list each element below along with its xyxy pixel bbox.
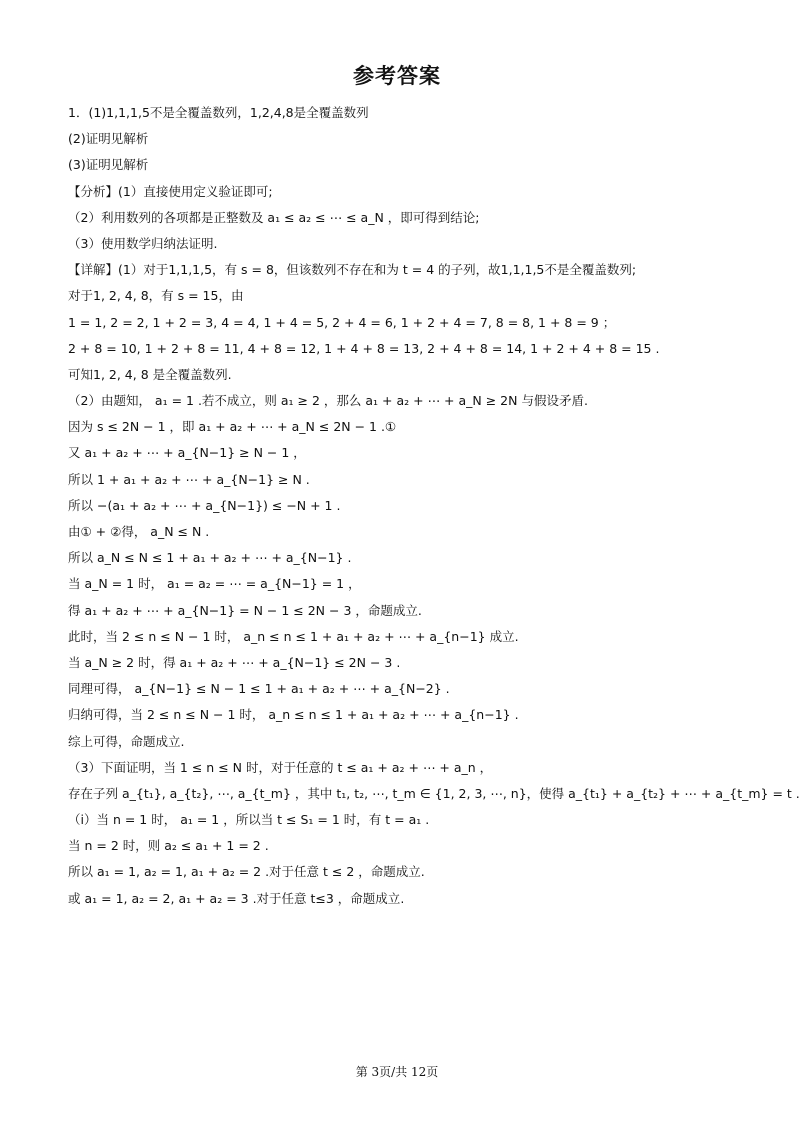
text-line: （2）利用数列的各项都是正整数及 a₁ ≤ a₂ ≤ ⋯ ≤ a_N ，即可得到结论; bbox=[68, 209, 480, 225]
text-line: （i）当 n = 1 时， a₁ = 1 ，所以当 t ≤ S₁ = 1 时，有 t = a₁ . bbox=[68, 812, 430, 828]
text-line: 又 a₁ + a₂ + ⋯ + a_{N−1} ≥ N − 1 ， bbox=[68, 445, 306, 461]
text-line: 所以 −(a₁ + a₂ + ⋯ + a_{N−1}) ≤ −N + 1 . bbox=[68, 497, 341, 513]
text-line: （3）下面证明，当 1 ≤ n ≤ N 时，对于任意的 t ≤ a₁ + a₂ + ⋯ + a_n ， bbox=[68, 759, 493, 775]
text-line: 2 + 8 = 10, 1 + 2 + 8 = 11, 4 + 8 = 12, 1 + 4 + 8 = 13, 2 + 4 + 8 = 14, 1 + 2 + 4 + 8 = 15 . bbox=[68, 340, 660, 356]
text-line: （3）使用数学归纳法证明. bbox=[68, 235, 218, 251]
text-line: 存在子列 a_{t₁}, a_{t₂}, ⋯, a_{t_m} ，其中 t₁, t₂, ⋯, t_m ∈ {1, 2, 3, ⋯, n}，使得 a_{t₁} + a_{t₂} + ⋯ + a_{t_m} = t . bbox=[68, 785, 800, 801]
answer-content bbox=[68, 100, 800, 912]
text-line: 所以 a_N ≤ N ≤ 1 + a₁ + a₂ + ⋯ + a_{N−1} . bbox=[68, 550, 352, 566]
text-line: 当 a_N = 1 时， a₁ = a₂ = ⋯ = a_{N−1} = 1 ， bbox=[68, 576, 361, 592]
text-line: 【详解】(1）对于1,1,1,5，有 s = 8，但该数列不存在和为 t = 4 的子列，故1,1,1,5不是全覆盖数列; bbox=[68, 262, 637, 278]
text-line: 此时，当 2 ≤ n ≤ N − 1 时， a_n ≤ n ≤ 1 + a₁ + a₂ + ⋯ + a_{n−1} 成立. bbox=[68, 628, 519, 644]
text-line: 或 a₁ = 1, a₂ = 2, a₁ + a₂ = 3 .对于任意 t≤3 ，命题成立. bbox=[68, 890, 405, 906]
text-line: 1．(1)1,1,1,5不是全覆盖数列，1,2,4,8是全覆盖数列 bbox=[68, 105, 369, 120]
text-line: 由① + ②得， a_N ≤ N . bbox=[68, 524, 210, 539]
text-line: (2)证明见解析 bbox=[68, 131, 149, 147]
text-line: 所以 a₁ = 1, a₂ = 1, a₁ + a₂ = 2 .对于任意 t ≤ 2 ，命题成立. bbox=[68, 864, 425, 880]
text-line: 可知1, 2, 4, 8 是全覆盖数列. bbox=[68, 366, 232, 382]
text-line: 当 n = 2 时，则 a₂ ≤ a₁ + 1 = 2 . bbox=[68, 838, 269, 854]
text-line: 综上可得，命题成立. bbox=[68, 733, 185, 749]
page-footer: 第 3页/共 12页 bbox=[355, 1065, 439, 1079]
text-line: 同理可得， a_{N−1} ≤ N − 1 ≤ 1 + a₁ + a₂ + ⋯ + a_{N−2} . bbox=[68, 681, 450, 697]
page-title: 参考答案 bbox=[353, 64, 441, 88]
text-line: 【分析】(1）直接使用定义验证即可; bbox=[68, 183, 273, 199]
text-line: （2）由题知， a₁ = 1 .若不成立，则 a₁ ≥ 2 ，那么 a₁ + a₂ + ⋯ + a_N ≥ 2N 与假设矛盾. bbox=[68, 393, 588, 409]
text-line: (3)证明见解析 bbox=[68, 157, 149, 173]
text-line: 所以 1 + a₁ + a₂ + ⋯ + a_{N−1} ≥ N . bbox=[68, 471, 310, 487]
text-line: 当 a_N ≥ 2 时，得 a₁ + a₂ + ⋯ + a_{N−1} ≤ 2N − 3 . bbox=[68, 654, 401, 670]
text-line: 归纳可得，当 2 ≤ n ≤ N − 1 时， a_n ≤ n ≤ 1 + a₁ + a₂ + ⋯ + a_{n−1} . bbox=[68, 707, 519, 723]
text-line: 1 = 1, 2 = 2, 1 + 2 = 3, 4 = 4, 1 + 4 = 5, 2 + 4 = 6, 1 + 2 + 4 = 7, 8 = 8, 1 + 8 = 9 ； bbox=[68, 314, 616, 330]
text-line: 因为 s ≤ 2N − 1 ，即 a₁ + a₂ + ⋯ + a_N ≤ 2N − 1 .① bbox=[68, 419, 397, 435]
text-line: 对于1, 2, 4, 8，有 s = 15，由 bbox=[68, 288, 244, 304]
text-line: 得 a₁ + a₂ + ⋯ + a_{N−1} = N − 1 ≤ 2N − 3 ，命题成立. bbox=[68, 602, 422, 618]
